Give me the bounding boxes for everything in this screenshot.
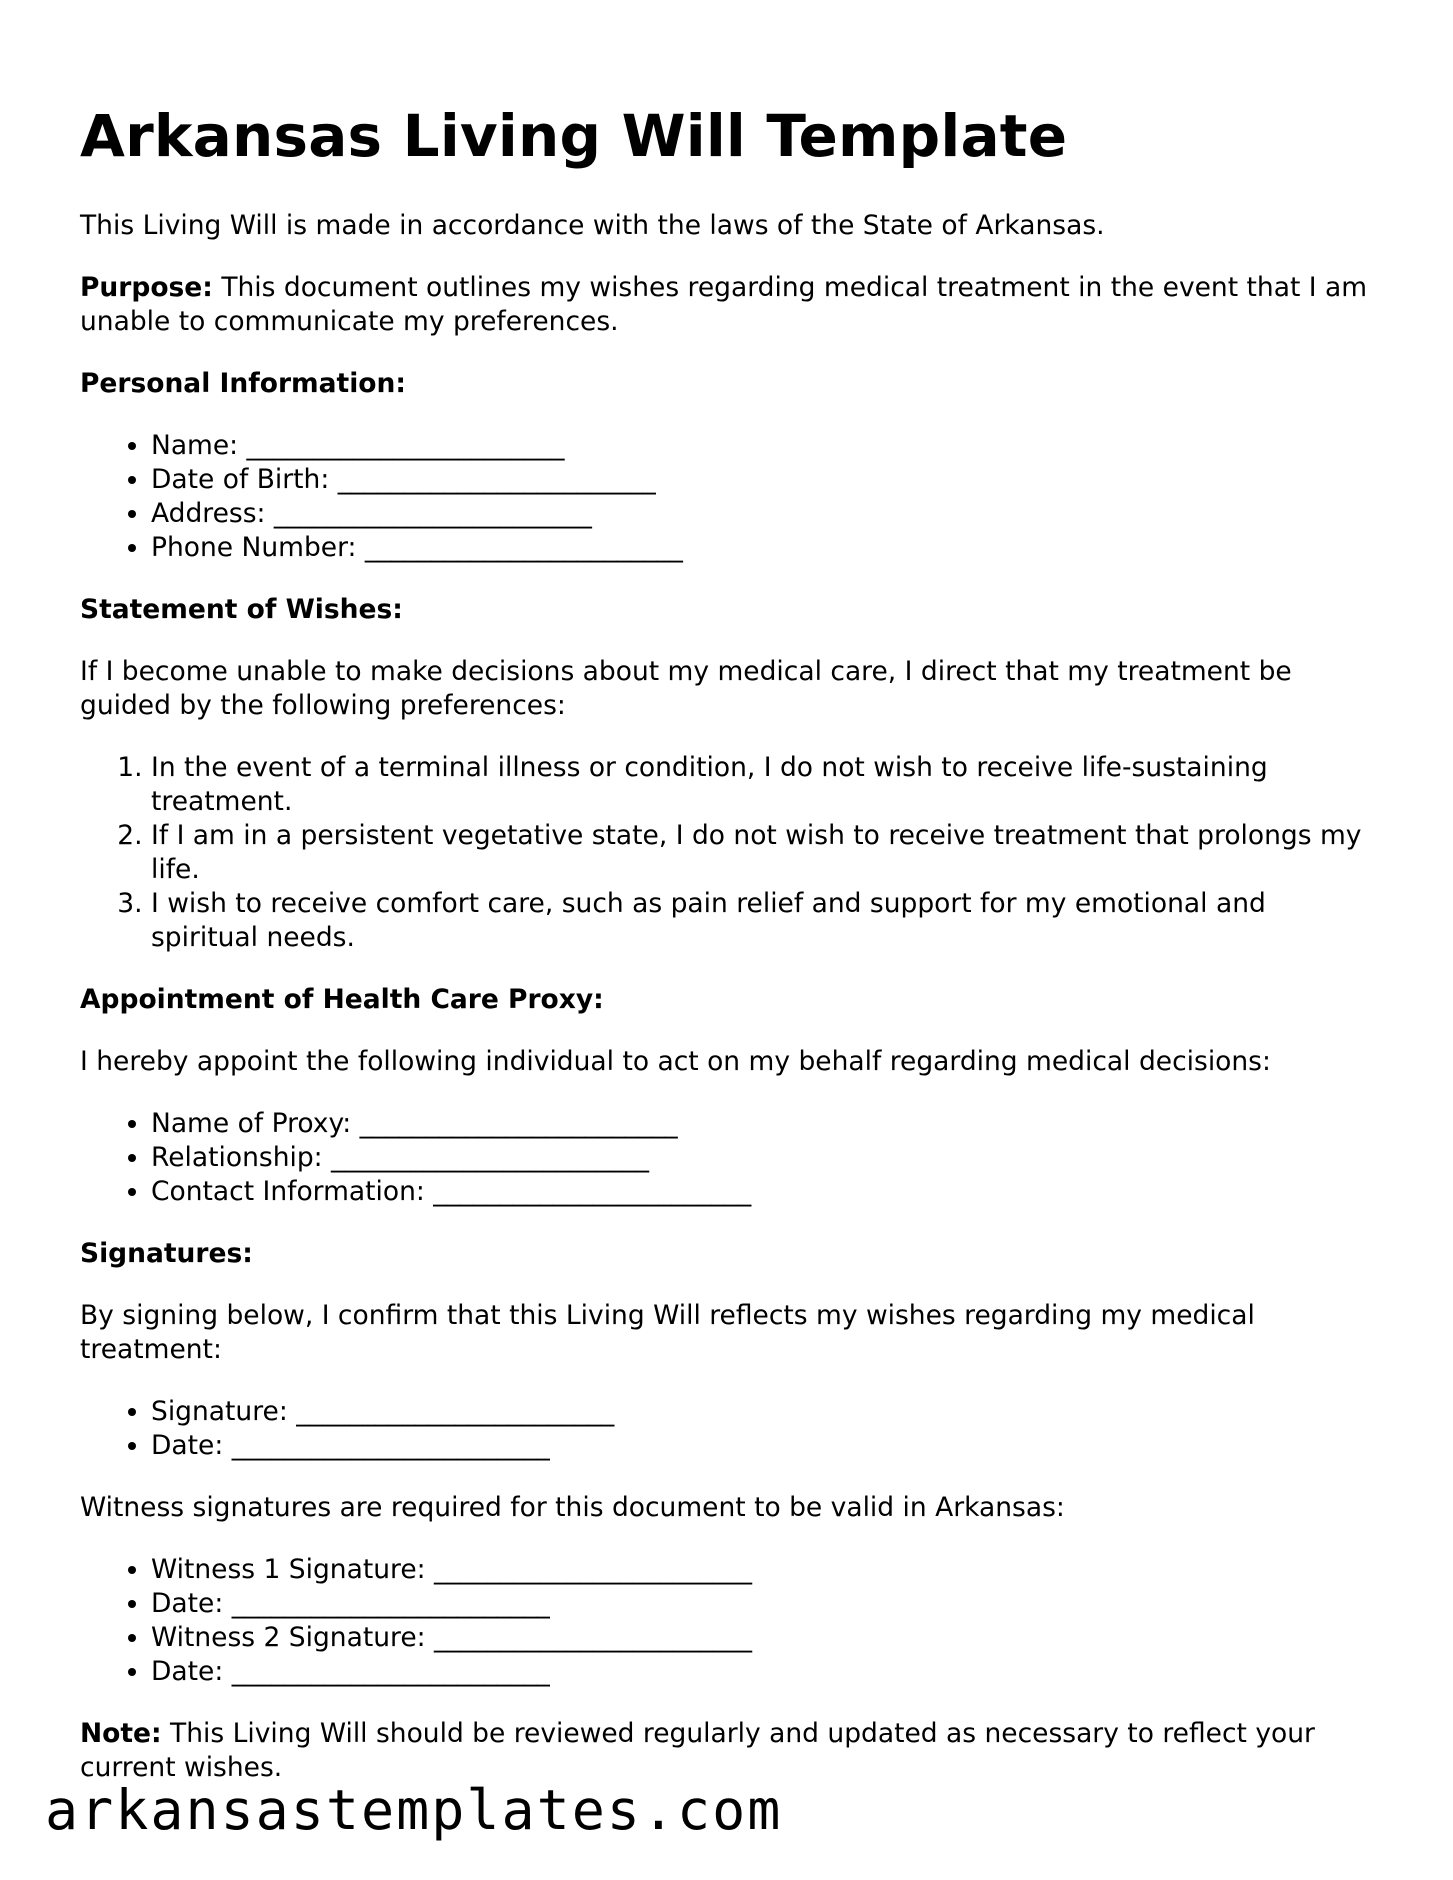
note-label: Note:: [80, 1718, 162, 1749]
purpose-text: This document outlines my wishes regarding medical treatment in the event that I am unable to communicate my preferences.: [80, 272, 1368, 337]
list-item: • Phone Number: ________________________: [151, 531, 1380, 565]
proxy-heading: Appointment of Health Care Proxy:: [80, 984, 604, 1015]
note-text: This Living Will should be reviewed regularly and updated as necessary to reflect your current wishes.: [80, 1718, 1315, 1783]
list-item: 2. If I am in a persistent vegetative state, I do not wish to receive treatment that prolongs my life.: [151, 819, 1380, 887]
personal-info-list: [80, 429, 1380, 565]
witness-paragraph: Witness signatures are required for this document to be valid in Arkansas:: [80, 1492, 1065, 1523]
wishes-list: [80, 751, 1380, 955]
document-page: [80, 0, 1380, 1785]
purpose-paragraph: [80, 271, 1380, 339]
list-item: • Name: ________________________: [151, 429, 1380, 463]
site-watermark: arkansastemplates.com: [45, 1778, 783, 1842]
list-item: • Witness 1 Signature: ________________________: [151, 1553, 1380, 1587]
wishes-heading: Statement of Wishes:: [80, 594, 403, 625]
list-item: 1. In the event of a terminal illness or condition, I do not wish to receive life-sustaining treatment.: [151, 751, 1380, 819]
proxy-list: [80, 1107, 1380, 1209]
list-item: • Contact Information: ________________________: [151, 1175, 1380, 1209]
purpose-label: Purpose:: [80, 272, 213, 303]
wishes-paragraph: If I become unable to make decisions about my medical care, I direct that my treatment be guided by the following preferences:: [80, 656, 1292, 721]
witness-list: [80, 1553, 1380, 1689]
list-item: • Address: ________________________: [151, 497, 1380, 531]
list-item: • Date: ________________________: [151, 1429, 1380, 1463]
signatures-heading: Signatures:: [80, 1238, 253, 1269]
signatures-paragraph: By signing below, I confirm that this Living Will reflects my wishes regarding my medical treatment:: [80, 1300, 1255, 1365]
list-item: • Date: ________________________: [151, 1587, 1380, 1621]
personal-info-heading: Personal Information:: [80, 368, 406, 399]
list-item: • Witness 2 Signature: ________________________: [151, 1621, 1380, 1655]
signatures-list: [80, 1395, 1380, 1463]
list-item: 3. I wish to receive comfort care, such as pain relief and support for my emotional and spiritual needs.: [151, 887, 1380, 955]
list-item: • Date: ________________________: [151, 1655, 1380, 1689]
list-item: • Name of Proxy: ________________________: [151, 1107, 1380, 1141]
list-item: • Signature: ________________________: [151, 1395, 1380, 1429]
list-item: • Date of Birth: ________________________: [151, 463, 1380, 497]
note-paragraph: [80, 1717, 1380, 1785]
intro-paragraph: This Living Will is made in accordance with the laws of the State of Arkansas.: [80, 210, 1105, 241]
list-item: • Relationship: ________________________: [151, 1141, 1380, 1175]
document-title: Arkansas Living Will Template: [80, 102, 1068, 170]
proxy-paragraph: I hereby appoint the following individual to act on my behalf regarding medical decisions:: [80, 1046, 1271, 1077]
